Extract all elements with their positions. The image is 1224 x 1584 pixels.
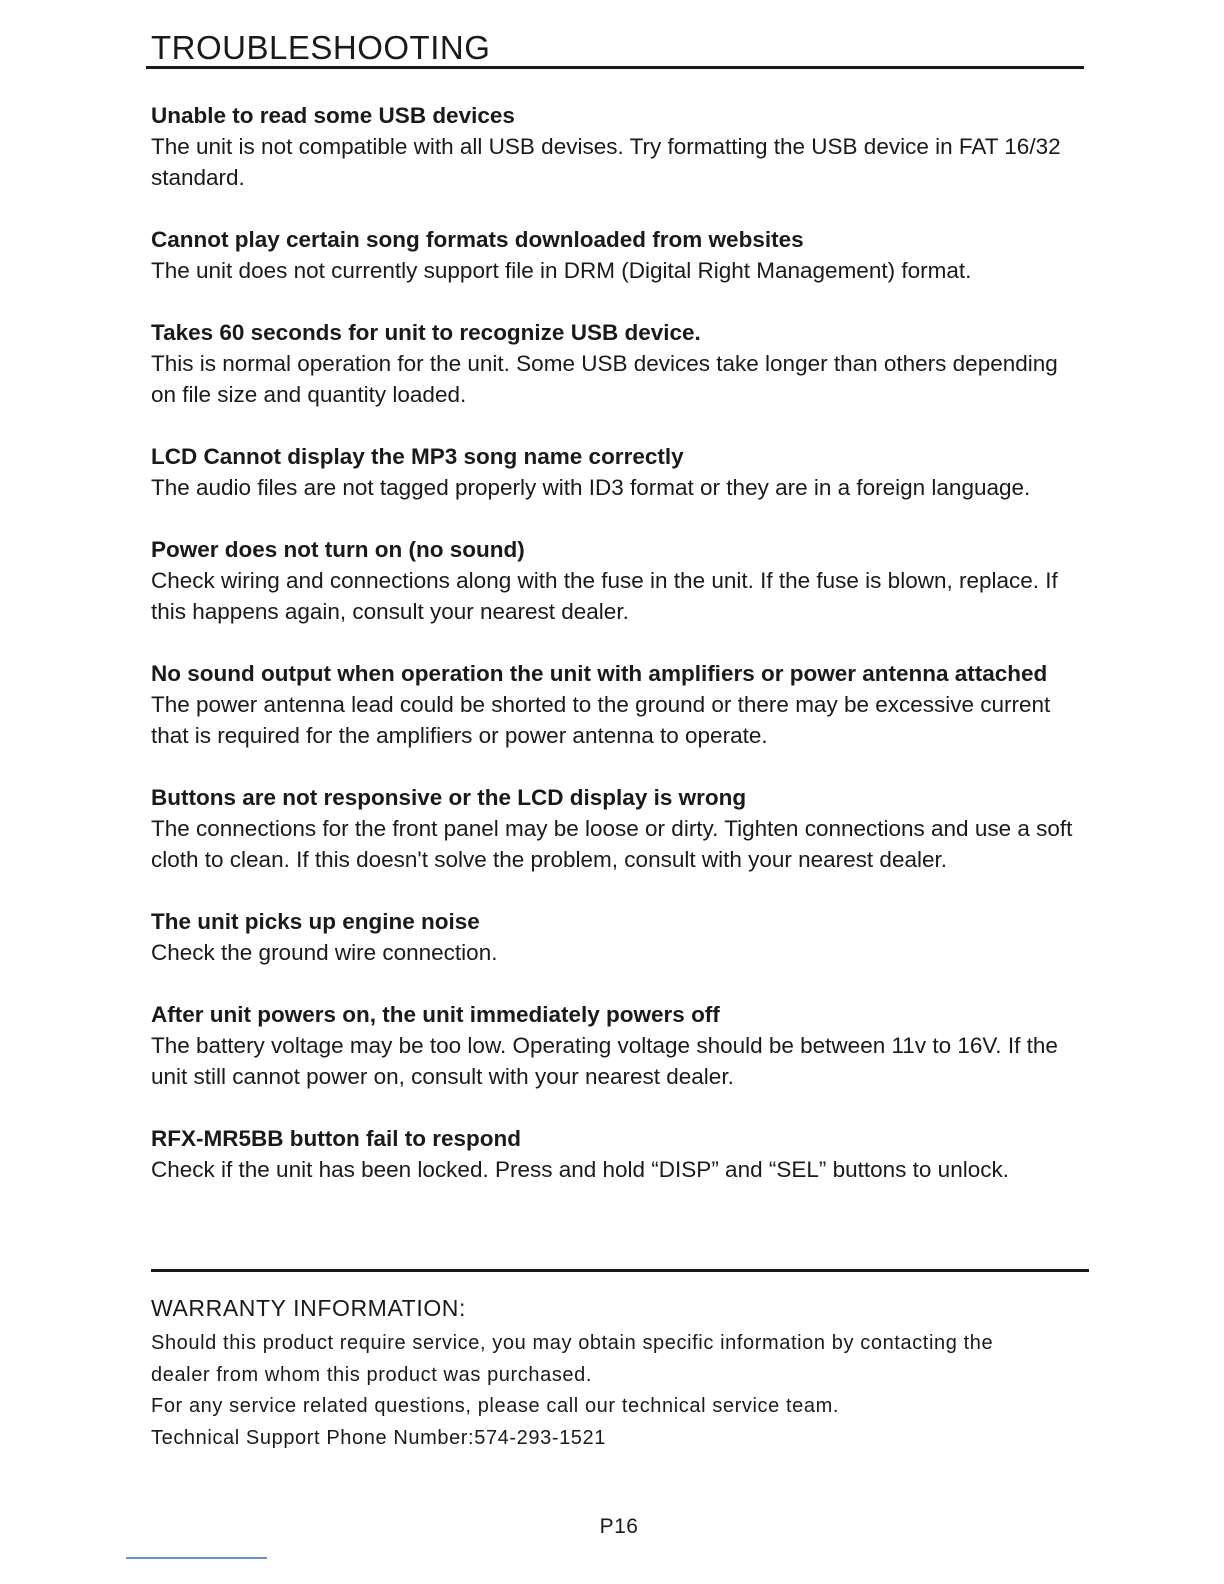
solution-text: The battery voltage may be too low. Operating voltage should be between 11v to 16V. If the unit still cannot power on, consult with your nearest dealer. (151, 1033, 1058, 1089)
warranty-text: dealer from whom this product was purchased. (151, 1363, 593, 1386)
troubleshooting-item (151, 100, 1086, 193)
solution-text: The unit is not compatible with all USB devises. Try formatting the USB device in FAT 16/32 standard. (151, 134, 1061, 190)
problem-heading: Buttons are not responsive or the LCD display is wrong (151, 785, 747, 810)
problem-heading: LCD Cannot display the MP3 song name correctly (151, 444, 684, 469)
solution-text: The connections for the front panel may be loose or dirty. Tighten connections and use a soft cloth to clean. If this doesn't solve the problem, consult with your nearest dealer. (151, 816, 1073, 872)
solution-text: The audio files are not tagged properly with ID3 format or they are in a foreign language. (151, 475, 1031, 500)
support-phone-number: Technical Support Phone Number:574-293-1521 (151, 1426, 606, 1449)
solution-text: This is normal operation for the unit. Some USB devices take longer than others depending on file size and quantity loaded. (151, 351, 1058, 407)
troubleshooting-item (151, 999, 1086, 1092)
solution-text: The unit does not currently support file in DRM (Digital Right Management) format. (151, 258, 972, 283)
footer-underline (126, 1557, 267, 1559)
problem-heading: After unit powers on, the unit immediately powers off (151, 1002, 720, 1027)
page-title: TROUBLESHOOTING (151, 29, 491, 66)
problem-heading: Power does not turn on (no sound) (151, 537, 525, 562)
troubleshooting-item (151, 224, 1086, 286)
section-divider (151, 1269, 1089, 1272)
title-divider (146, 66, 1084, 69)
problem-heading: No sound output when operation the unit with amplifiers or power antenna attached (151, 661, 1048, 686)
solution-text: Check wiring and connections along with the fuse in the unit. If the fuse is blown, replace. If this happens again, consult your nearest dealer. (151, 568, 1058, 624)
troubleshooting-item (151, 317, 1086, 410)
troubleshooting-item (151, 441, 1086, 503)
warranty-title: WARRANTY INFORMATION: (151, 1295, 467, 1321)
page-number: P16 (599, 1515, 639, 1538)
troubleshooting-item (151, 1123, 1086, 1185)
troubleshooting-list (151, 100, 1086, 1216)
troubleshooting-item (151, 658, 1086, 751)
problem-heading: Cannot play certain song formats downloaded from websites (151, 227, 804, 252)
solution-text: Check the ground wire connection. (151, 940, 498, 965)
problem-heading: The unit picks up engine noise (151, 909, 480, 934)
warranty-section (151, 1292, 1086, 1454)
problem-heading: Unable to read some USB devices (151, 103, 515, 128)
warranty-text: Should this product require service, you may obtain specific information by contacting the (151, 1332, 994, 1354)
troubleshooting-item (151, 534, 1086, 627)
solution-text: The power antenna lead could be shorted to the ground or there may be excessive current that is required for the amplifiers or power antenna to operate. (151, 692, 1051, 748)
troubleshooting-item (151, 906, 1086, 968)
problem-heading: RFX-MR5BB button fail to respond (151, 1126, 521, 1151)
solution-text: Check if the unit has been locked. Press and hold “DISP” and “SEL” buttons to unlock. (151, 1157, 1009, 1182)
troubleshooting-item (151, 782, 1086, 875)
warranty-text: For any service related questions, please call our technical service team. (151, 1395, 840, 1417)
problem-heading: Takes 60 seconds for unit to recognize USB device. (151, 320, 701, 345)
